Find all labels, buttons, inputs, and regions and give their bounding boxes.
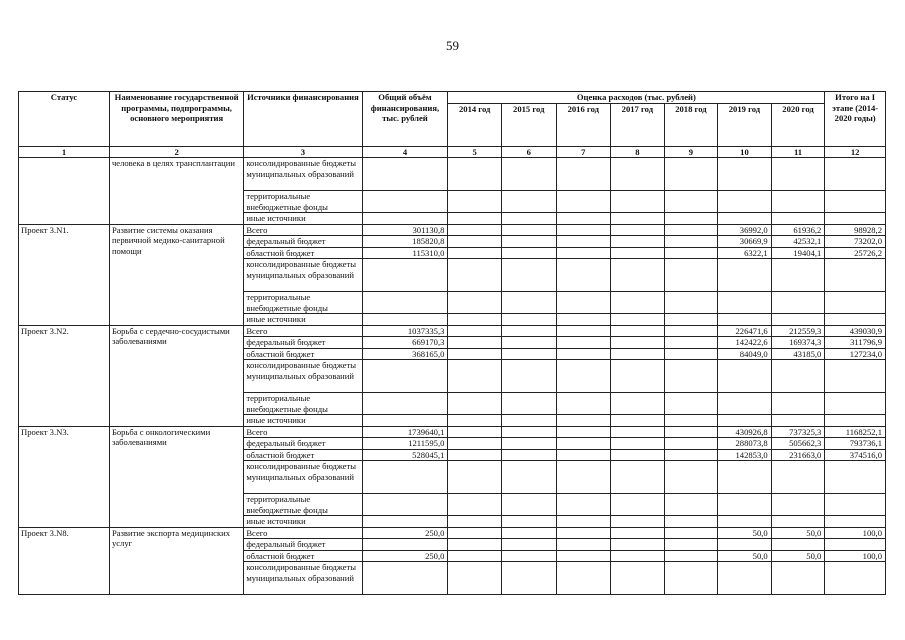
funding-source: иные источники [244,516,362,528]
header-status: Статус [19,92,110,147]
year-amount [556,191,611,213]
year-amount [556,393,611,415]
year-2019-amount: 288073,8 [718,438,772,450]
funding-source: федеральный бюджет [244,337,362,349]
year-amount [501,562,556,595]
year-amount [448,539,502,551]
year-amount [611,213,665,225]
year-2020-amount [771,539,825,551]
year-amount [556,158,611,191]
year-2019-amount [718,562,772,595]
itogo-amount: 1168252,1 [825,426,886,438]
year-amount [556,527,611,539]
funding-source: территориальные внебюджетные фонды [244,393,362,415]
year-amount [611,494,665,516]
year-2019-amount [718,259,772,292]
year-amount [501,494,556,516]
year-amount [556,247,611,259]
year-2019-amount: 226471,6 [718,325,772,337]
year-amount [448,337,502,349]
year-amount [556,360,611,393]
year-amount [501,527,556,539]
funding-source: территориальные внебюджетные фонды [244,494,362,516]
row-name: Борьба с сердечно-сосудистыми заболеваниями [109,325,243,426]
total-amount: 669170,3 [362,337,448,349]
funding-source: федеральный бюджет [244,438,362,450]
year-amount [501,191,556,213]
year-amount [501,314,556,326]
year-amount [611,393,665,415]
total-amount: 1037335,3 [362,325,448,337]
year-amount [664,461,718,494]
year-amount [501,360,556,393]
year-2020-amount: 61936,2 [771,224,825,236]
row-status: Проект 3.N3. [19,426,110,527]
year-amount [611,191,665,213]
funding-source: федеральный бюджет [244,236,362,248]
year-amount [501,158,556,191]
year-amount [611,438,665,450]
year-2020-amount [771,415,825,427]
year-amount [448,393,502,415]
itogo-amount [825,539,886,551]
year-amount [611,348,665,360]
year-2020-amount: 50,0 [771,550,825,562]
year-2020-amount: 43185,0 [771,348,825,360]
year-amount [556,516,611,528]
itogo-amount: 73202,0 [825,236,886,248]
year-amount [448,360,502,393]
itogo-amount [825,158,886,191]
itogo-amount [825,314,886,326]
year-amount [448,426,502,438]
year-amount [556,562,611,595]
year-amount [611,415,665,427]
year-amount [448,158,502,191]
row-status [19,158,110,225]
year-amount [448,236,502,248]
year-2019-amount [718,191,772,213]
column-number: 8 [611,146,665,158]
column-number: 6 [501,146,556,158]
itogo-amount: 100,0 [825,550,886,562]
itogo-amount [825,494,886,516]
year-amount [611,550,665,562]
total-amount [362,259,448,292]
funding-source: Всего [244,224,362,236]
funding-source: консолидированные бюджеты муниципальных образований [244,259,362,292]
year-amount [501,426,556,438]
year-amount [448,224,502,236]
year-2019-amount: 50,0 [718,550,772,562]
year-amount [664,449,718,461]
year-amount [556,224,611,236]
year-amount [448,461,502,494]
total-amount [362,191,448,213]
column-number: 2 [109,146,243,158]
total-amount: 250,0 [362,550,448,562]
itogo-amount [825,562,886,595]
year-amount [556,494,611,516]
total-amount [362,539,448,551]
year-2019-amount: 84049,0 [718,348,772,360]
year-amount [664,415,718,427]
funding-source: Всего [244,426,362,438]
itogo-amount [825,213,886,225]
total-amount: 301130,8 [362,224,448,236]
year-2019-amount [718,360,772,393]
year-2019-amount [718,314,772,326]
year-2020-amount [771,360,825,393]
year-amount [664,247,718,259]
itogo-amount [825,259,886,292]
year-amount [501,393,556,415]
year-amount [501,292,556,314]
funding-source: Всего [244,527,362,539]
itogo-amount [825,516,886,528]
year-amount [611,337,665,349]
year-amount [501,224,556,236]
year-amount [501,259,556,292]
year-amount [556,415,611,427]
year-amount [448,314,502,326]
itogo-amount [825,461,886,494]
itogo-amount: 311796,9 [825,337,886,349]
year-2020-amount: 231663,0 [771,449,825,461]
year-amount [664,393,718,415]
year-amount [611,461,665,494]
row-name: Борьба с онкологическими заболеваниями [109,426,243,527]
year-2019-amount: 142853,0 [718,449,772,461]
funding-source: иные источники [244,415,362,427]
itogo-amount: 127234,0 [825,348,886,360]
year-amount [501,325,556,337]
year-2019-amount [718,516,772,528]
year-amount [664,314,718,326]
itogo-amount: 25726,2 [825,247,886,259]
year-2020-amount [771,158,825,191]
year-amount [448,213,502,225]
itogo-amount: 439030,9 [825,325,886,337]
year-amount [611,539,665,551]
year-2020-amount [771,213,825,225]
year-amount [664,438,718,450]
header-sources: Источники финансирования [244,92,362,147]
year-amount [611,562,665,595]
year-amount [448,494,502,516]
year-amount [448,449,502,461]
year-2020-amount: 42532,1 [771,236,825,248]
year-2020-amount [771,494,825,516]
year-2019-amount [718,461,772,494]
funding-source: консолидированные бюджеты муниципальных образований [244,360,362,393]
itogo-amount: 98928,2 [825,224,886,236]
year-amount [664,562,718,595]
year-amount [664,360,718,393]
total-amount [362,461,448,494]
year-2019-amount [718,292,772,314]
year-amount [556,461,611,494]
itogo-amount [825,292,886,314]
year-amount [501,539,556,551]
year-2020-amount [771,461,825,494]
year-2020-amount [771,516,825,528]
year-amount [664,494,718,516]
year-amount [664,550,718,562]
total-amount [362,393,448,415]
year-amount [611,449,665,461]
row-name: человека в целях трансплантации [109,158,243,225]
table-row [19,325,886,337]
year-amount [501,449,556,461]
year-2019-amount: 6322,1 [718,247,772,259]
year-amount [448,527,502,539]
year-2020-amount: 505662,3 [771,438,825,450]
year-amount [611,158,665,191]
year-amount [611,527,665,539]
year-amount [664,539,718,551]
year-2020-amount [771,191,825,213]
year-2019-amount [718,539,772,551]
year-amount [611,516,665,528]
year-amount [501,550,556,562]
year-2019-amount: 430926,8 [718,426,772,438]
year-amount [664,516,718,528]
year-amount [611,292,665,314]
year-amount [664,527,718,539]
finance-table-container [18,91,886,595]
year-amount [556,550,611,562]
header-name: Наименование государственной программы, подпрограммы, основного мероприятия [109,92,243,147]
year-amount [611,236,665,248]
funding-source: консолидированные бюджеты муниципальных образований [244,158,362,191]
year-amount [556,449,611,461]
total-amount [362,494,448,516]
table-row [19,224,886,236]
year-2020-amount [771,314,825,326]
itogo-amount [825,415,886,427]
year-amount [448,325,502,337]
year-amount [611,259,665,292]
funding-source: областной бюджет [244,550,362,562]
page-number: 59 [446,38,459,53]
year-amount [611,426,665,438]
total-amount: 1739640,1 [362,426,448,438]
year-amount [556,213,611,225]
total-amount [362,314,448,326]
table-row [19,527,886,539]
column-number: 4 [362,146,448,158]
year-amount [556,438,611,450]
year-amount [448,292,502,314]
year-2019-amount [718,415,772,427]
year-2019-amount: 142422,6 [718,337,772,349]
year-2019-amount [718,213,772,225]
total-amount: 1211595,0 [362,438,448,450]
column-number: 1 [19,146,110,158]
itogo-amount [825,360,886,393]
total-amount: 250,0 [362,527,448,539]
itogo-amount [825,393,886,415]
year-2019-amount: 50,0 [718,527,772,539]
funding-source: территориальные внебюджетные фонды [244,292,362,314]
funding-source: консолидированные бюджеты муниципальных образований [244,562,362,595]
column-number: 11 [771,146,825,158]
year-amount [556,314,611,326]
year-amount [664,224,718,236]
year-amount [556,426,611,438]
year-2019-amount: 36992,0 [718,224,772,236]
year-2019-amount [718,158,772,191]
funding-source: иные источники [244,213,362,225]
row-name: Развитие экспорта медицинских услуг [109,527,243,595]
year-amount [611,314,665,326]
year-amount [556,292,611,314]
year-2020-amount [771,393,825,415]
year-amount [556,236,611,248]
year-2020-amount: 19404,1 [771,247,825,259]
funding-source: областной бюджет [244,348,362,360]
year-2020-amount: 169374,3 [771,337,825,349]
table-body [19,146,886,595]
year-2020-amount: 212559,3 [771,325,825,337]
total-amount [362,292,448,314]
total-amount [362,360,448,393]
year-amount [664,236,718,248]
total-amount [362,415,448,427]
total-amount: 368165,0 [362,348,448,360]
funding-source: иные источники [244,314,362,326]
year-2020-amount: 737325,3 [771,426,825,438]
year-amount [556,337,611,349]
year-amount [664,158,718,191]
year-amount [556,348,611,360]
year-2019-amount [718,494,772,516]
row-status: Проект 3.N8. [19,527,110,595]
itogo-amount: 100,0 [825,527,886,539]
year-amount [501,461,556,494]
funding-source: консолидированные бюджеты муниципальных образований [244,461,362,494]
table-row [19,426,886,438]
row-status: Проект 3.N2. [19,325,110,426]
header-year: 2014 год [448,103,502,146]
year-amount [664,191,718,213]
year-2019-amount [718,393,772,415]
header-year: 2019 год [718,103,772,146]
itogo-amount [825,191,886,213]
funding-source: областной бюджет [244,247,362,259]
row-status: Проект 3.N1. [19,224,110,325]
year-amount [501,213,556,225]
year-amount [448,259,502,292]
year-amount [611,247,665,259]
year-amount [664,337,718,349]
year-amount [448,348,502,360]
column-number: 10 [718,146,772,158]
year-amount [448,438,502,450]
header-total: Общий объём финансирования, тыс. рублей [362,92,448,147]
year-amount [448,247,502,259]
column-number: 5 [448,146,502,158]
year-2020-amount [771,292,825,314]
year-amount [448,550,502,562]
finance-table [18,91,886,595]
year-amount [664,292,718,314]
itogo-amount: 374516,0 [825,449,886,461]
column-number: 12 [825,146,886,158]
funding-source: территориальные внебюджетные фонды [244,191,362,213]
year-amount [664,259,718,292]
header-year: 2017 год [611,103,665,146]
table-row [19,158,886,191]
year-amount [501,236,556,248]
year-amount [501,516,556,528]
year-amount [664,325,718,337]
column-number: 9 [664,146,718,158]
year-2019-amount: 30669,9 [718,236,772,248]
year-amount [664,426,718,438]
total-amount: 185820,8 [362,236,448,248]
total-amount [362,516,448,528]
total-amount [362,562,448,595]
year-amount [448,415,502,427]
header-itogo: Итого на I этапе (2014-2020 годы) [825,92,886,147]
year-amount [611,360,665,393]
header-estimate: Оценка расходов (тыс. рублей) [448,92,825,104]
year-amount [556,259,611,292]
year-amount [556,539,611,551]
total-amount [362,158,448,191]
year-amount [501,415,556,427]
funding-source: областной бюджет [244,449,362,461]
column-number-row [19,146,886,158]
total-amount [362,213,448,225]
funding-source: Всего [244,325,362,337]
total-amount: 528045,1 [362,449,448,461]
column-number: 7 [556,146,611,158]
year-amount [448,562,502,595]
header-year: 2016 год [556,103,611,146]
year-2020-amount: 50,0 [771,527,825,539]
year-amount [501,337,556,349]
year-amount [501,247,556,259]
year-amount [501,438,556,450]
year-amount [556,325,611,337]
year-amount [664,213,718,225]
year-amount [664,348,718,360]
total-amount: 115310,0 [362,247,448,259]
header-year: 2018 год [664,103,718,146]
header-year: 2015 год [501,103,556,146]
year-amount [611,224,665,236]
year-amount [448,516,502,528]
year-2020-amount [771,259,825,292]
header-year: 2020 год [771,103,825,146]
year-2020-amount [771,562,825,595]
year-amount [611,325,665,337]
row-name: Развитие системы оказания первичной медико-санитарной помощи [109,224,243,325]
year-amount [501,348,556,360]
table-header [19,92,886,147]
funding-source: федеральный бюджет [244,539,362,551]
column-number: 3 [244,146,362,158]
itogo-amount: 793736,1 [825,438,886,450]
year-amount [448,191,502,213]
